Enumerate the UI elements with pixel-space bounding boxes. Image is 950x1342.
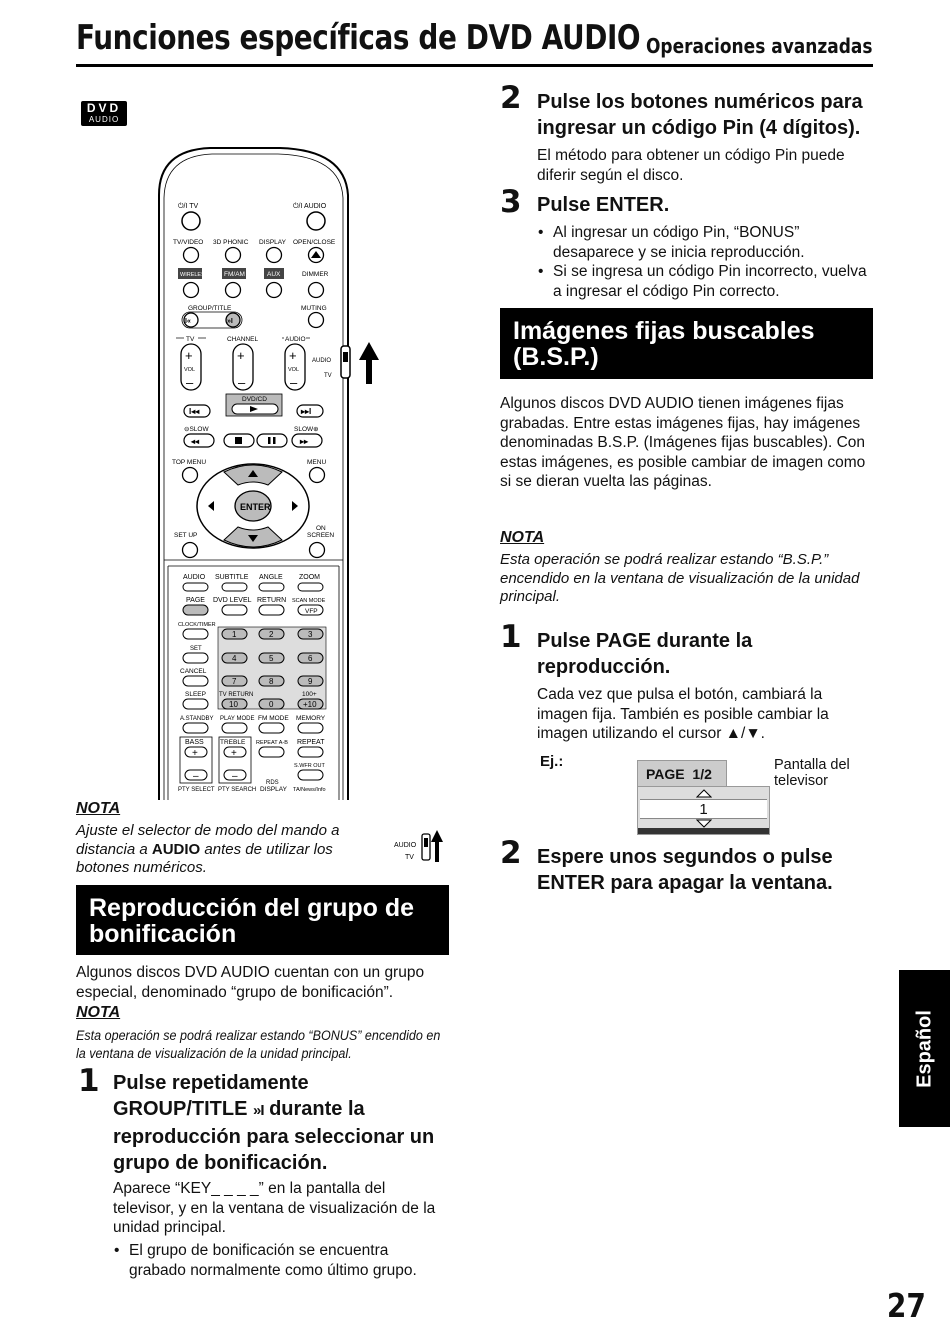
remote-onscreen-button (310, 543, 325, 558)
remote-cancel-label: CANCEL (180, 668, 207, 675)
remote-pause-button (257, 434, 287, 447)
tv-screen-example (637, 760, 770, 835)
tv-screen-caption: Pantalla del televisor (774, 757, 850, 789)
bonus-intro: Algunos discos DVD AUDIO cuentan con un grupo especial, denominado “grupo de bonificación”. (76, 964, 425, 1001)
switch-up-arrow (359, 342, 379, 384)
bonus-section-heading: Reproducción del grupo de bonificación (76, 885, 449, 955)
remote-rds-label-2: DISPLAY (260, 786, 287, 793)
remote-vfp-label: VFP (305, 608, 318, 615)
remote-slow-minus-label: ⊖SLOW (184, 426, 209, 433)
svg-text:+: + (192, 748, 198, 759)
svg-text:–: – (290, 375, 298, 390)
mode-switch-audio-label: AUDIO (394, 842, 417, 849)
page-select-box (637, 786, 770, 835)
bsp-note-text: Esta operación se podrá realizar estando “B.S.P.” encendido en la ventana de visualización de la unidad principal. (500, 551, 860, 605)
bonus-note-text: Esta operación se podrá realizar estando “BONUS” encendido en la ventana de visualización de la unidad principal. (76, 1028, 441, 1061)
remote-menu-button (310, 468, 325, 483)
remote-digit-5: 5 (269, 654, 274, 663)
remote-setup-label: SET UP (174, 532, 198, 539)
bsp-step1-text: Cada vez que pulsa el botón, cambiará la imagen fija. También es posible cambiar la imagen utilizando el cursor ▲/▼. (537, 686, 829, 742)
remote-aux-button (267, 283, 282, 298)
remote-tv-label: TV (186, 336, 195, 343)
remote-switch-tv-label: TV (324, 373, 332, 379)
left-note-bold: AUDIO (151, 840, 201, 858)
bonus-step3-bullets (537, 223, 873, 301)
remote-wireless-label: WIRELESS (180, 272, 209, 278)
bonus-step3-bullet-1: • Al ingresar un código Pin, “BONUS” desaparece y se inicia reproducción. (537, 223, 873, 262)
bsp-step1-title: Pulse PAGE durante la reproducción. (537, 630, 753, 678)
remote-tv-vol-label: VOL (184, 367, 196, 373)
left-note-text (76, 822, 376, 878)
remote-onscreen-label-2: SCREEN (307, 532, 335, 539)
bonus-step3-bullet-2: • Si se ingresa un código Pin incorrecto, vuelva a ingresar el código Pin correcto. (537, 262, 873, 301)
remote-wireless-button (184, 283, 199, 298)
remote-digit-3: 3 (308, 630, 313, 639)
remote-setup-button (183, 543, 198, 558)
bonus-step2-title: Pulse los botones numéricos para ingresar un código Pin (4 dígitos). (537, 91, 863, 139)
svg-text:–: – (238, 375, 246, 390)
badge-line1: DVD (86, 101, 122, 115)
remote-fmam-label: FM/AM (224, 271, 245, 278)
remote-treble-label: TREBLE (220, 739, 246, 746)
svg-text:▸▸: ▸▸ (300, 437, 309, 446)
page-indicator-label: PAGE 1/2 (646, 766, 712, 782)
remote-display-button (267, 248, 282, 263)
remote-100plus-label: 100+ (302, 691, 317, 698)
remote-playmode-label: PLAY MODE (220, 716, 255, 722)
bonus-step2-text: El método para obtener un código Pin puede diferir según el disco. (537, 147, 845, 184)
svg-text:+: + (237, 348, 245, 363)
up-arrow-icon (696, 789, 712, 798)
remote-tvvideo-label: TV/VIDEO (173, 239, 204, 246)
remote-display-label: DISPLAY (259, 239, 286, 246)
bsp-step2-number: 2 (500, 835, 522, 871)
remote-tanews-label: TA/News/Info (293, 787, 326, 793)
remote-ptysearch-label: PTY SEARCH (218, 787, 257, 793)
page-value: 1 (640, 799, 767, 819)
svg-text:+: + (289, 348, 297, 363)
dvd-audio-badge (81, 101, 127, 126)
remote-astandby-label: A.STANDBY (180, 716, 214, 722)
remote-3dphonic-button (226, 248, 241, 263)
svg-text:I«: I« (185, 318, 191, 325)
remote-ptyselect-label: PTY SELECT (178, 787, 215, 793)
svg-text:–: – (232, 771, 238, 782)
svg-text:–: – (193, 771, 199, 782)
remote-zoom-label: ZOOM (299, 574, 320, 581)
remote-digit-8: 8 (269, 677, 274, 686)
remote-audio-label: AUDIO (285, 336, 306, 343)
bonus-step1-title-a: Pulse repetidamente GROUP/TITLE (113, 1072, 309, 1120)
remote-dimmer-button (309, 283, 324, 298)
bsp-intro: Algunos discos DVD AUDIO tienen imágenes fijas grabadas. Entre estas imágenes fijas, hay imágenes denominadas B.S.P. (Imágenes fijas buscables). Con estas imágenes, es posible cambiar de imagen como si se dieran vuelta las páginas. (500, 395, 866, 490)
remote-slow-plus-label: SLOW⊕ (294, 426, 319, 433)
remote-page-label: PAGE (186, 597, 205, 604)
remote-repeat-label: REPEAT (297, 739, 325, 746)
remote-grouptitle-label: GROUP/TITLE (188, 305, 232, 312)
svg-text:▸▸I: ▸▸I (301, 407, 312, 416)
example-label: Ej.: (540, 753, 564, 770)
remote-sleep-label: SLEEP (185, 691, 206, 698)
svg-text:+: + (231, 748, 237, 759)
left-note-text-b: antes de utilizar los botones numéricos. (76, 840, 333, 876)
language-tab (899, 970, 950, 1127)
bonus-step1-number: 1 (78, 1063, 100, 1099)
remote-bass-label: BASS (185, 739, 204, 746)
remote-enter-label: ENTER (240, 502, 271, 512)
remote-digit-1: 1 (232, 630, 237, 639)
remote-rds-label-1: RDS (266, 780, 279, 786)
bonus-step1-text: Aparece “KEY_ _ _ _” en la pantalla del televisor, y en la ventana de visualización de la unidad principal. (113, 1180, 436, 1236)
remote-digit-6: 6 (308, 654, 313, 663)
remote-digit-2: 2 (269, 630, 274, 639)
svg-text:+: + (185, 348, 193, 363)
remote-tvvideo-button (184, 248, 199, 263)
remote-topmenu-label: TOP MENU (172, 459, 207, 466)
remote-dimmer-label: DIMMER (302, 271, 329, 278)
bsp-step2-title: Espere unos segundos o pulse ENTER para apagar la ventana. (537, 846, 833, 894)
remote-scanmode-label: SCAN MODE (292, 598, 326, 604)
bsp-step1-number: 1 (500, 619, 522, 655)
remote-3dphonic-label: 3D PHONIC (213, 239, 249, 246)
page-indicator-box (637, 760, 727, 788)
remote-power-tv-button (182, 212, 200, 230)
mode-switch-icon (394, 826, 450, 864)
remote-power-audio-button (307, 212, 325, 230)
badge-line2: AUDIO (88, 115, 120, 124)
remote-aux-label: AUX (267, 271, 281, 278)
remote-swfrout-label: S.WFR OUT (294, 763, 325, 769)
remote-switch-audio-label: AUDIO (312, 358, 332, 364)
left-note-heading: NOTA (76, 800, 121, 817)
remote-audio-vol-label: VOL (288, 367, 300, 373)
remote-menu-label: MENU (307, 459, 327, 466)
remote-digit-7: 7 (232, 677, 237, 686)
remote-power-tv-label: ⏻/I TV (178, 203, 199, 210)
remote-fmam-button (226, 283, 241, 298)
page-title: Funciones específicas de DVD AUDIO (76, 18, 641, 58)
mode-switch-tv-label: TV (405, 854, 414, 861)
svg-text:»I: »I (227, 318, 233, 325)
remote-digit-9: 9 (308, 677, 313, 686)
bonus-step1-title-b: durante la reproducción para seleccionar un grupo de bonificación. (113, 1098, 435, 1174)
bonus-step3-number: 3 (500, 184, 522, 220)
remote-page-button (183, 605, 208, 615)
remote-dvdlevel-label: DVD LEVEL (213, 597, 252, 604)
remote-power-audio-label: ⏻/I AUDIO (293, 203, 327, 210)
left-note-text-a: Ajuste el selector de modo del mando a distancia a (76, 822, 340, 858)
remote-set-label: SET (190, 646, 202, 652)
remote-angle-label: ANGLE (259, 574, 283, 581)
remote-digit-10: 10 (229, 700, 238, 709)
bsp-note-heading: NOTA (500, 529, 545, 546)
remote-return-label: RETURN (257, 597, 287, 604)
group-next-icon: »I (253, 1102, 264, 1119)
remote-fmmode-label: FM MODE (258, 715, 289, 722)
remote-onscreen-label-1: ON (316, 525, 326, 532)
remote-channel-label: CHANNEL (227, 336, 259, 343)
remote-digit-0: 0 (269, 700, 274, 709)
bonus-step2-number: 2 (500, 80, 522, 116)
remote-repeatab-label: REPEAT A-B (256, 740, 288, 746)
bonus-step1-title (113, 1070, 448, 1176)
bonus-step1-bullet: • El grupo de bonificación se encuentra grabado normalmente como último grupo. (113, 1241, 448, 1280)
screen-bottom-bar (638, 828, 769, 834)
section-label: Operaciones avanzadas (645, 34, 872, 58)
remote-dvdcd-label: DVD/CD (242, 396, 267, 403)
remote-muting-button (309, 313, 324, 328)
bonus-note-heading: NOTA (76, 1004, 121, 1021)
title-rule (76, 64, 873, 67)
down-arrow-icon (696, 819, 712, 828)
remote-control-illustration (140, 140, 400, 802)
bonus-step1-bullets (113, 1241, 448, 1280)
remote-digit-plus10: +10 (303, 700, 317, 709)
bonus-step3-title: Pulse ENTER. (537, 194, 670, 216)
remote-muting-label: MUTING (301, 305, 327, 312)
svg-text:I◂◂: I◂◂ (189, 407, 200, 416)
page-number: 27 (886, 1286, 926, 1325)
remote-topmenu-button (183, 468, 198, 483)
remote-openclose-label: OPEN/CLOSE (293, 239, 336, 246)
remote-clocktimer-label: CLOCK/TIMER (178, 622, 216, 628)
remote-subtitle-label: SUBTITLE (215, 574, 249, 581)
svg-text:◂◂: ◂◂ (191, 437, 200, 446)
remote-digit-4: 4 (232, 654, 237, 663)
language-tab-label: Español (913, 1009, 935, 1088)
remote-memory-label: MEMORY (296, 715, 326, 722)
remote-audio-btn-label: AUDIO (183, 574, 206, 581)
bsp-section-heading: Imágenes fijas buscables (B.S.P.) (500, 308, 873, 379)
svg-text:–: – (186, 375, 194, 390)
remote-tvreturn-label: TV RETURN (219, 692, 254, 698)
